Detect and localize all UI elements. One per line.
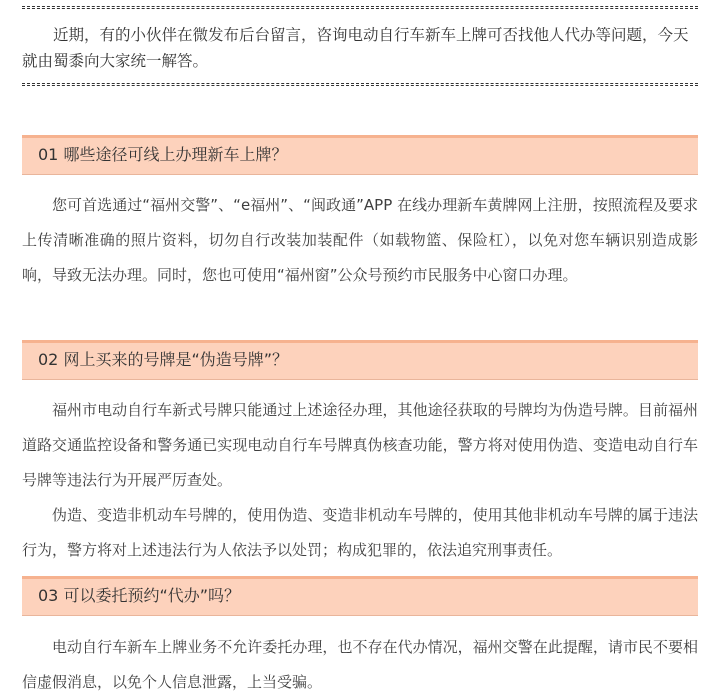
section-01-paragraph-1: 您可首选通过“福州交警”、“e福州”、“闽政通”APP 在线办理新车黄牌网上注册，按照流程及要求上传清晰准确的照片资料，切勿自行改装加装配件（如载物篮、保险杠），以免对您车辆识别造成影响，导致无法办理。同时，您也可使用“福州窗”公众号预约市民服务中心窗口办理。 bbox=[22, 196, 698, 284]
dashed-divider-bottom-inner bbox=[22, 85, 698, 86]
dashed-divider-top bbox=[22, 6, 698, 7]
section-title-02: 02 网上买来的号牌是“伪造号牌”？ bbox=[38, 350, 289, 369]
section-header-01 bbox=[22, 135, 698, 175]
section-header-accent-bar bbox=[22, 576, 698, 579]
section-title-01: 01 哪些途径可线上办理新车上牌？ bbox=[38, 145, 288, 164]
section-02-paragraph-2: 伪造、变造非机动车号牌的，使用伪造、变造非机动车号牌的，使用其他非机动车号牌的属于违法行为，警方将对上述违法行为人依法予以处罚；构成犯罪的，依法追究刑事责任。 bbox=[22, 506, 698, 559]
intro-box bbox=[22, 0, 698, 86]
dashed-divider-top-inner bbox=[22, 8, 698, 9]
section-header-02 bbox=[22, 340, 698, 380]
section-03-paragraph-1: 电动自行车新车上牌业务不允许委托办理，也不存在代办情况，福州交警在此提醒，请市民不要相信虚假消息，以免个人信息泄露，上当受骗。 bbox=[22, 638, 698, 691]
section-title-03: 03 可以委托预约“代办”吗？ bbox=[38, 586, 241, 605]
dashed-divider-bottom bbox=[22, 83, 698, 84]
section-header-accent-bar bbox=[22, 340, 698, 343]
section-02-paragraph-1: 福州市电动自行车新式号牌只能通过上述途径办理，其他途径获取的号牌均为伪造号牌。目前福州道路交通监控设备和警务通已实现电动自行车号牌真伪核查功能，警方将对使用伪造、变造电动自行车号牌等违法行为开展严厉查处。 bbox=[22, 401, 698, 489]
section-header-03 bbox=[22, 576, 698, 616]
intro-text: 近期，有的小伙伴在微发布后台留言，咨询电动自行车新车上牌可否找他人代办等问题，今天就由蜀黍向大家统一解答。 bbox=[22, 26, 689, 70]
section-header-accent-bar bbox=[22, 135, 698, 138]
